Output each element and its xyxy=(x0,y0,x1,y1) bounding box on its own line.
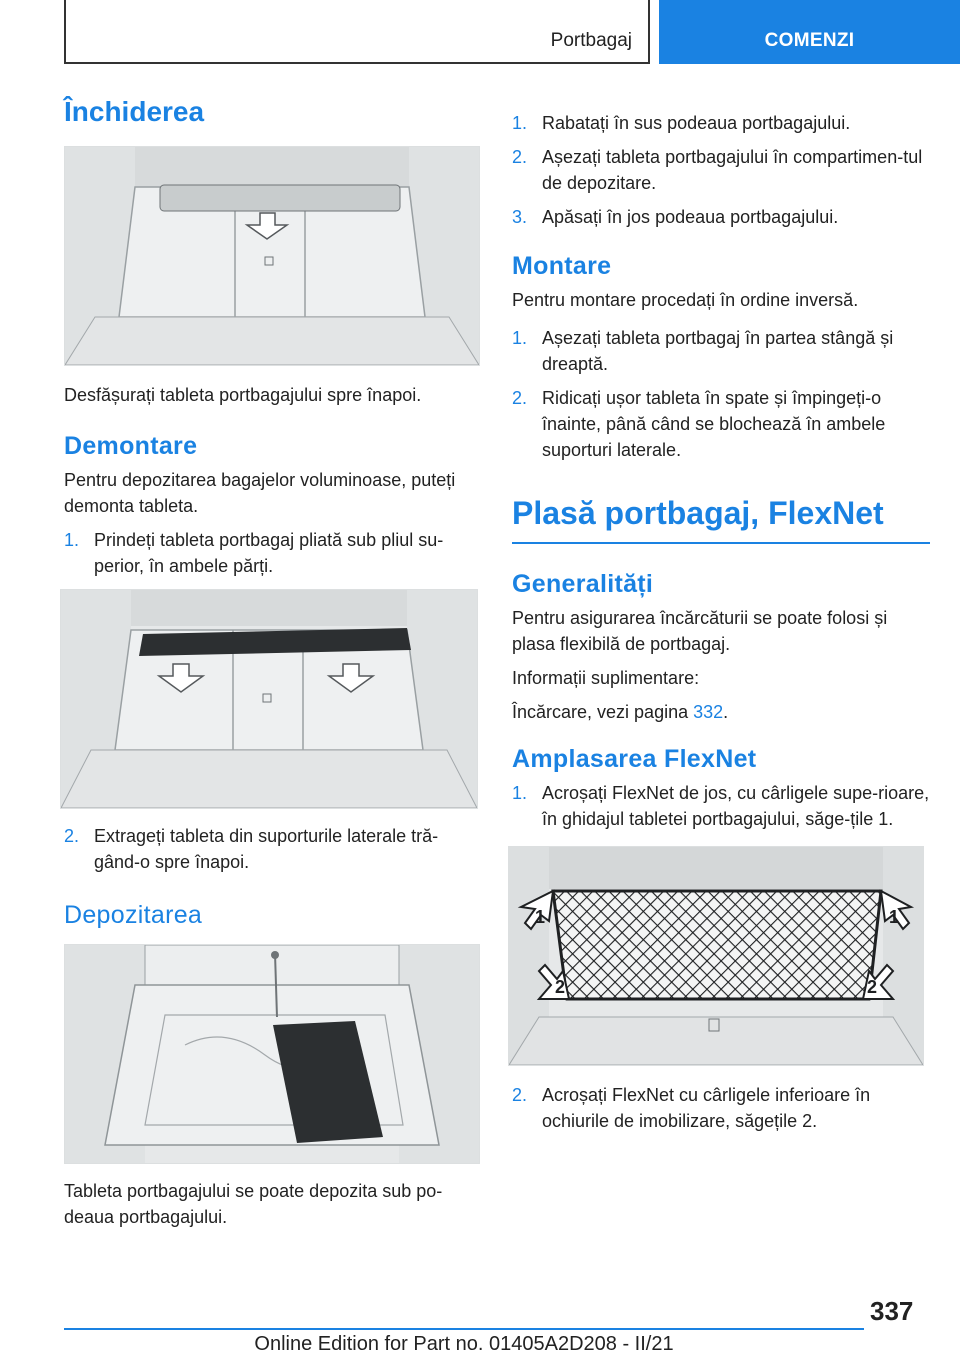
montare-steps xyxy=(512,325,930,463)
step-number: 2. xyxy=(512,1085,528,1105)
list-item xyxy=(64,823,482,875)
step-number: 2. xyxy=(64,826,80,846)
image-cover-removal xyxy=(60,589,478,809)
heading-inchiderea: Închiderea xyxy=(64,96,205,127)
list-item xyxy=(512,780,930,832)
arrow-label-2-right: 2 xyxy=(867,977,878,997)
step-number: 1. xyxy=(64,530,80,550)
footer-divider xyxy=(64,1328,864,1330)
step-number: 1. xyxy=(512,113,528,133)
amplasarea-steps-b xyxy=(512,1082,930,1134)
list-item xyxy=(512,385,930,463)
step-number: 3. xyxy=(512,207,528,227)
info-ref-prefix: Încărcare, vezi pagina xyxy=(512,702,694,722)
page-link-332[interactable]: 332 xyxy=(693,702,724,722)
chapter-tab-label: COMENZI xyxy=(764,30,855,51)
step-number: 1. xyxy=(512,328,528,348)
demontare-intro: Pentru depozitarea bagajelor voluminoase, puteți demonta tableta. xyxy=(64,470,456,516)
caption-desfasurati: Desfășurați tableta portbagajului spre înapoi. xyxy=(64,385,422,405)
step-text: Apăsați în jos podeaua portbagajului. xyxy=(542,207,839,227)
image-cover-extended xyxy=(64,146,480,366)
step-text: Acroșați FlexNet cu cârligele inferioare în ochiurile de imobilizare, săgețile 2. xyxy=(542,1085,871,1131)
list-item xyxy=(512,110,930,136)
step-text: Ridicați ușor tableta în spate și împingeți-o înainte, până când se blochează în ambele suporturi laterale. xyxy=(542,388,886,460)
caption-depozitarea: Tableta portbagajului se poate depozita sub po-deaua portbagajului. xyxy=(64,1181,443,1227)
heading-generalitati: Generalități xyxy=(512,570,654,598)
step-number: 2. xyxy=(512,388,528,408)
list-item xyxy=(512,144,930,196)
step-text: Așezați tableta portbagajului în compartimen-tul de depozitare. xyxy=(542,147,923,193)
step-text: Rabatați în sus podeaua portbagajului. xyxy=(542,113,851,133)
info-label: Informații suplimentare: xyxy=(512,668,700,688)
amplasarea-steps-a xyxy=(512,780,930,832)
image-flexnet xyxy=(508,846,924,1066)
step-text: Prindeți tableta portbagaj pliată sub pliul su-perior, în ambele părți. xyxy=(94,530,444,576)
step-text: Așezați tableta portbagaj în partea stângă și dreaptă. xyxy=(542,328,894,374)
heading-amplasarea: Amplasarea FlexNet xyxy=(512,745,757,773)
generalitati-text: Pentru asigurarea încărcăturii se poate folosi și plasa flexibilă de portbagaj. xyxy=(512,608,888,654)
step-number: 1. xyxy=(512,783,528,803)
list-item xyxy=(512,325,930,377)
section-title: Portbagaj xyxy=(550,30,632,51)
list-item xyxy=(512,204,930,230)
heading-montare: Montare xyxy=(512,252,612,280)
right-column xyxy=(512,110,930,1142)
image-cover-storage xyxy=(64,944,480,1164)
heading-depozitarea: Depozitarea xyxy=(64,901,203,929)
left-column xyxy=(64,96,482,1238)
page-number: 337 xyxy=(870,1296,914,1326)
demontare-steps-b xyxy=(64,823,482,875)
header-frame xyxy=(64,0,650,64)
list-item xyxy=(64,527,482,579)
demontare-steps-a xyxy=(64,527,482,579)
montare-intro: Pentru montare procedați în ordine inversă. xyxy=(512,290,859,310)
arrow-label-1-left: 1 xyxy=(535,907,546,927)
list-item xyxy=(512,1082,930,1134)
step-number: 2. xyxy=(512,147,528,167)
info-ref-suffix: . xyxy=(723,702,729,722)
arrow-label-2-left: 2 xyxy=(555,977,566,997)
depozitarea-steps xyxy=(512,110,930,230)
edition-note: Online Edition for Part no. 01405A2D208 - II/21 xyxy=(254,1333,674,1355)
step-text: Acroșați FlexNet de jos, cu cârligele supe-rioare, în ghidajul tabletei portbagajului, săge-țile 1. xyxy=(542,783,930,829)
chapter-tab[interactable] xyxy=(659,0,960,64)
arrow-label-1-right: 1 xyxy=(889,907,900,927)
heading-flexnet: Plasă portbagaj, FlexNet xyxy=(512,495,930,544)
info-reference xyxy=(512,699,930,725)
heading-demontare: Demontare xyxy=(64,432,198,460)
step-text: Extrageți tableta din suporturile laterale tră-gând-o spre înapoi. xyxy=(94,826,439,872)
